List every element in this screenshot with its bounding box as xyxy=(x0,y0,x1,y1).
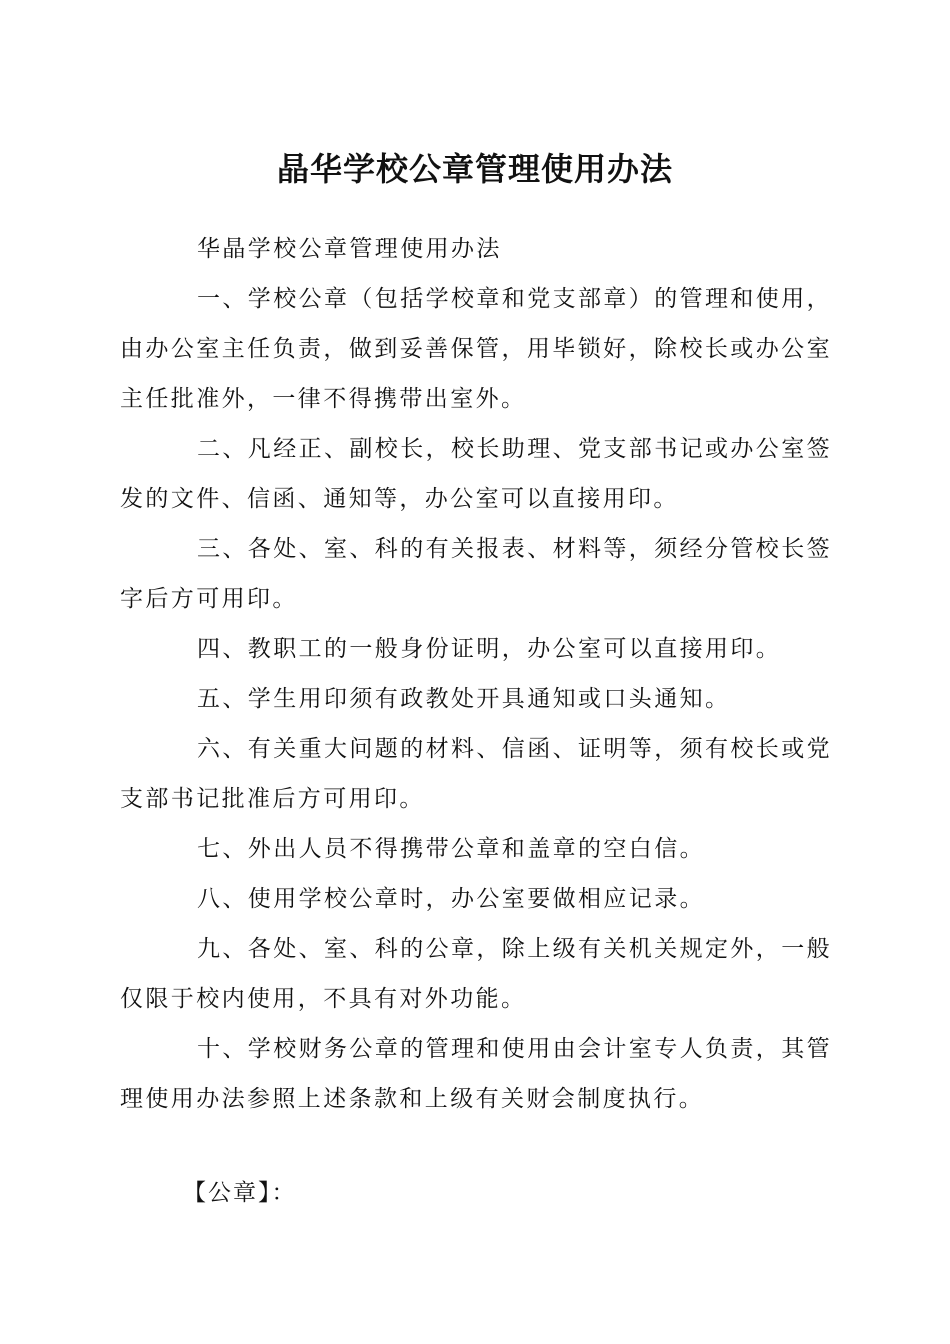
paragraph-clause-10: 十、学校财务公章的管理和使用由会计室专人负责，其管理使用办法参照上述条款和上级有关财会制度执行。 xyxy=(120,1036,832,1112)
paragraph-clause-2: 二、凡经正、副校长，校长助理、党支部书记或办公室签发的文件、信函、通知等，办公室可以直接用印。 xyxy=(120,436,832,512)
paragraph-clause-5: 五、学生用印须有政教处开具通知或口头通知。 xyxy=(197,686,731,712)
document-body xyxy=(120,224,832,1124)
paragraph-clause-4: 四、教职工的一般身份证明，办公室可以直接用印。 xyxy=(197,636,782,662)
document-title: 晶华学校公章管理使用办法 xyxy=(276,150,673,188)
paragraph-clause-6: 六、有关重大问题的材料、信函、证明等，须有校长或党支部书记批准后方可用印。 xyxy=(120,736,832,812)
paragraph-subtitle: 华晶学校公章管理使用办法 xyxy=(197,236,502,262)
paragraph-clause-1: 一、学校公章（包括学校章和党支部章）的管理和使用，由办公室主任负责，做到妥善保管，用毕锁好，除校长或办公室主任批准外，一律不得携带出室外。 xyxy=(120,286,832,412)
paragraph-clause-3: 三、各处、室、科的有关报表、材料等，须经分管校长签字后方可用印。 xyxy=(120,536,832,612)
paragraph-clause-8: 八、使用学校公章时，办公室要做相应记录。 xyxy=(197,886,705,912)
paragraph-clause-9: 九、各处、室、科的公章，除上级有关机关规定外，一般仅限于校内使用，不具有对外功能。 xyxy=(120,936,832,1012)
paragraph-clause-7: 七、外出人员不得携带公章和盖章的空白信。 xyxy=(197,836,705,862)
seal-label: 【公章】： xyxy=(183,1180,297,1206)
